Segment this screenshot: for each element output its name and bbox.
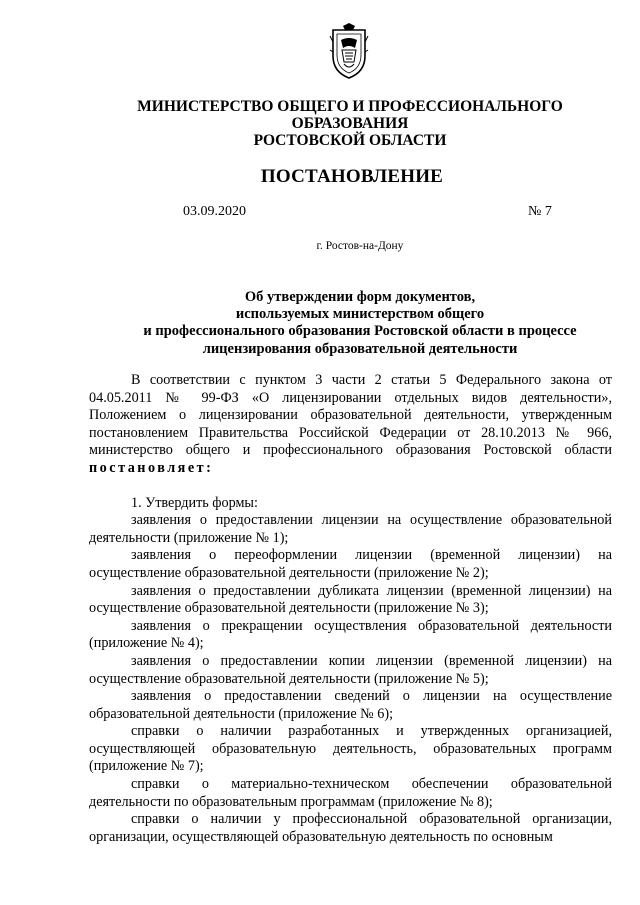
form-item: заявления о предоставлении лицензии на осуществление образовательной деятельности (приложение № 1); [89,512,612,546]
city-label: г. Ростов-на-Дону [316,240,404,252]
ministry-line3: РОСТОВСКОЙ ОБЛАСТИ [253,132,447,149]
preamble-text: В соответствии с пунктом 3 части 2 статьи 5 Федерального закона от 04.05.2011 № 99-ФЗ «О лицензировании отдельных видов деятельности», Положением о лицензировании образовательной деятельности, утвержденным постановлением Правительства Российской Федерации от 28.10.2013 № 966, министерство общего и профессионального образования Ростовской области [89,372,612,459]
document-type: ПОСТАНОВЛЕНИЕ [260,166,444,187]
ministry-name [0,98,640,149]
preamble-paragraph [89,372,612,478]
form-item: заявления о прекращении осуществления образовательной деятельности (приложение № 4); [89,617,612,652]
document-number: № 7 [528,204,552,219]
form-item: заявления о предоставлении сведений о лицензии на осуществление образовательной деятельности (приложение № 6); [89,688,612,722]
decrees-word: постановляет: [89,459,214,476]
form-item: заявления о предоставлении копии лицензии (временной лицензии) на осуществление образовательной деятельности (приложение № 5); [89,652,612,687]
document-body [89,372,612,846]
form-item: заявления о предоставлении дубликата лицензии (временной лицензии) на осуществление образовательной деятельности (приложение № 3); [89,582,612,617]
item1-title: 1. Утвердить формы: [131,494,258,511]
form-item: справки о наличии у профессиональной образовательной организации, организации, осуществляющей образовательную деятельность по основным [89,811,612,845]
subject-line3: и профессионального образования Ростовской области в процессе [143,323,577,340]
document-date: 03.09.2020 [183,204,246,219]
ministry-line1: МИНИСТЕРСТВО ОБЩЕГО И ПРОФЕССИОНАЛЬНОГО [137,98,563,115]
document-subject [0,289,640,358]
form-item: заявления о переоформлении лицензии (временной лицензии) на осуществление образовательной деятельности (приложение № 2); [89,547,612,581]
subject-line2: используемых министерством общего [235,306,485,323]
form-item: справки о наличии разработанных и утвержденных организацией, осуществляющей образовательную деятельность, образовательных программ (приложение № 7); [89,723,612,775]
ministry-line2: ОБРАЗОВАНИЯ [291,115,409,132]
subject-line4: лицензирования образовательной деятельности [202,340,518,357]
coat-of-arms-icon [327,22,371,80]
document-city [0,240,640,252]
form-item: справки о материально-техническом обеспечении образовательной деятельности по образовательным программам (приложение № 8); [89,776,612,810]
subject-line1: Об утверждении форм документов, [244,289,476,305]
